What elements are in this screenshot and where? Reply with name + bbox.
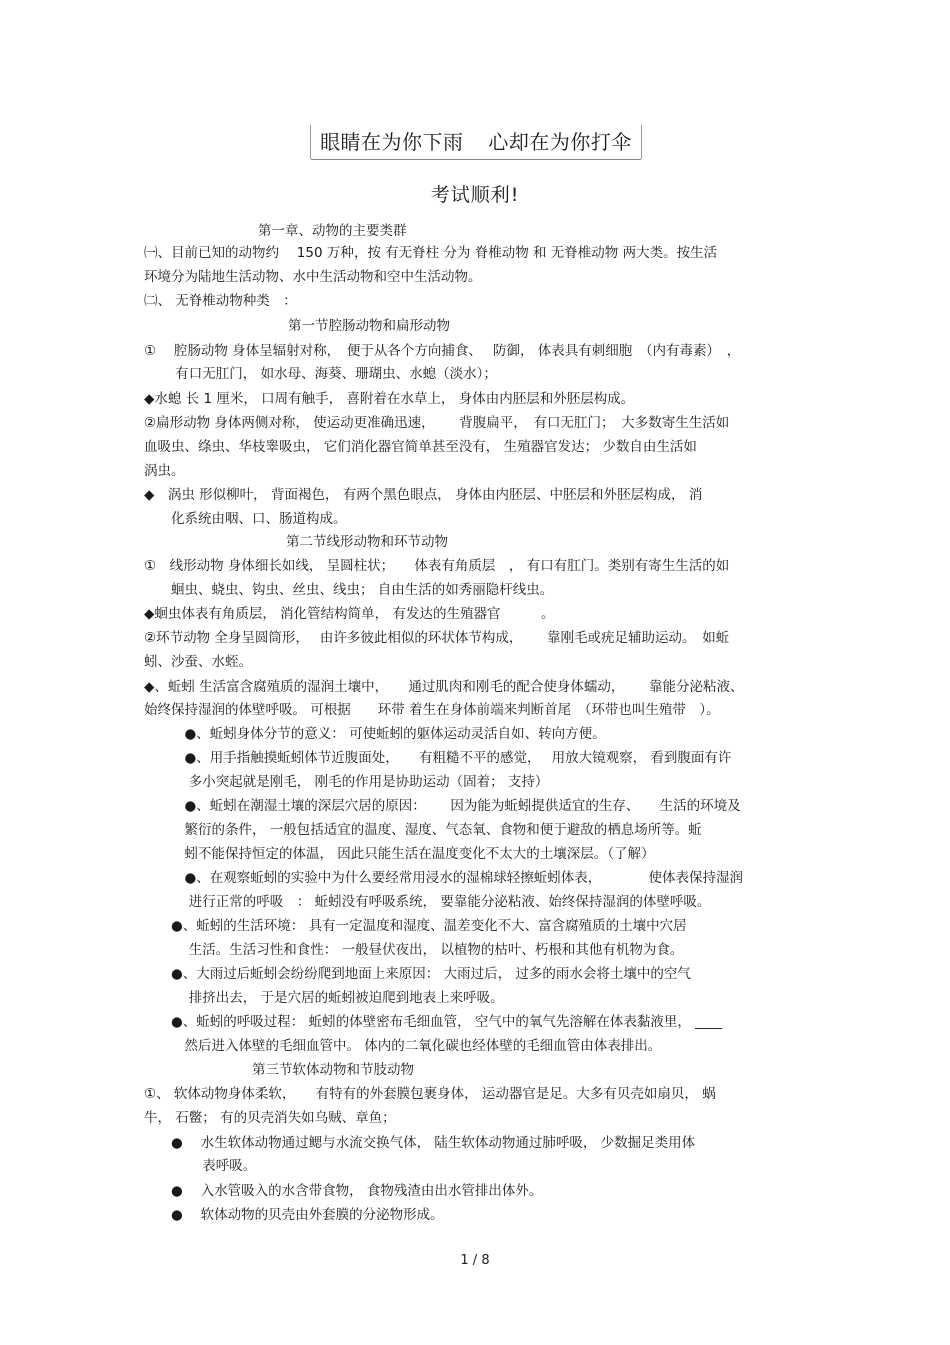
text-line: 蛔虫、蛲虫、钩虫、丝虫、线虫； 自由生活的如秀丽隐杆线虫。: [144, 582, 554, 598]
text-line: 蚓、沙蚕、水蛭。: [144, 654, 252, 670]
text-line: 环境分为陆地生活动物、水中生活动物和空中生活动物。: [144, 269, 482, 285]
text-line: 化系统由咽、口、肠道构成。: [144, 511, 347, 527]
text-line: 进行正常的呼吸 ： 蚯蚓没有呼吸系统， 要靠能分泌粘液、始终保持湿润的体壁呼吸。: [144, 894, 711, 910]
text-line: ●、大雨过后蚯蚓会纷纷爬到地面上来原因： 大雨过后， 过多的雨水会将土壤中的空气: [144, 966, 691, 982]
text-line: 涡虫。: [144, 463, 185, 479]
text-line: 生活。生活习性和食性： 一般昼伏夜出， 以植物的枯叶、朽根和其他有机物为食。: [144, 942, 684, 958]
text-line: ◆、蚯蚓 生活富含腐殖质的湿润土壤中， 通过肌肉和刚毛的配合使身体蠕动， 靠能分泌粘液、: [144, 679, 744, 695]
banner-left-text: 眼睛在为你下雨: [320, 130, 464, 154]
text-line: ●、在观察蚯蚓的实验中为什么要经常用浸水的湿棉球轻擦蚯蚓体表， 使体表保持湿润: [144, 870, 744, 886]
section-title: 第二节线形动物和环节动物: [286, 534, 448, 550]
text-line: 蚓不能保持恒定的体温， 因此只能生活在温度变化不太大的土壤深层。（了解）: [144, 846, 655, 862]
text-line: 排挤出去， 于是穴居的蚯蚓被迫爬到地表上来呼吸。: [144, 990, 504, 1006]
chapter-title: 第一章、动物的主要类群: [258, 223, 407, 239]
text-line: 然后进入体壁的毛细血管中。 体内的二氧化碳也经体壁的毛细血管由体表排出。: [144, 1038, 662, 1054]
text-line: ◆蛔虫体表有角质层， 消化管结构简单， 有发达的生殖器官 。: [144, 606, 555, 622]
text-line: ● 软体动物的贝壳由外套膜的分泌物形成。: [144, 1207, 444, 1223]
text-line: 血吸虫、绦虫、华枝睾吸虫， 它们消化器官简单甚至没有， 生殖器官发达； 少数自由生活如: [144, 439, 697, 455]
text-line: 表呼吸。: [144, 1158, 257, 1174]
banner-underline: [311, 159, 641, 160]
text-line: ◆ 涡虫 形似柳叶， 背面褐色， 有两个黑色眼点， 身体由内胚层、中胚层和外胚层构成， 消: [144, 487, 703, 503]
text-line: 多小突起就是刚毛， 刚毛的作用是协助运动（固着； 支持）: [144, 774, 549, 790]
text-line: ◆水螅 长 1 厘米， 口周有触手， 喜附着在水草上， 身体由内胚层和外胚层构成。: [144, 391, 635, 407]
text-line: ●、蚯蚓的生活环境： 具有一定温度和湿度、温差变化不大、富含腐殖质的土壤中穴居: [144, 918, 687, 934]
text-line: ① 腔肠动物 身体呈辐射对称， 便于从各个方向捕食、 防御， 体表具有刺细胞 （内有毒素） ，: [144, 343, 741, 359]
text-line: ●、蚯蚓身体分节的意义： 可使蚯蚓的躯体运动灵活自如、转向方便。: [144, 726, 606, 742]
text-line: ①、 软体动物身体柔软， 有特有的外套膜包裹身体， 运动器官是足。大多有贝壳如扇贝， 蜗: [144, 1086, 716, 1102]
text-line: ㈠、目前已知的动物约 150 万种，按 有无脊柱 分为 脊椎动物 和 无脊椎动物 两大类。按生活: [144, 245, 718, 261]
text-line: ●、用手指触摸蚯蚓体节近腹面处， 有粗糙不平的感觉， 用放大镜观察， 看到腹面有许: [144, 750, 732, 766]
text-line: ● 水生软体动物通过鳃与水流交换气体， 陆生软体动物通过肺呼吸， 少数掘足类用体: [144, 1135, 696, 1151]
text-line: ● 入水管吸入的水含带食物， 食物残渣由出水管排出体外。: [144, 1183, 543, 1199]
text-line: 始终保持湿润的体壁呼吸。 可根据 环带 着生在身体前端来判断首尾 （环带也叫生殖带 ）。: [144, 702, 720, 718]
text-line: 繁衍的条件， 一般包括适宜的温度、湿度、气态氧、食物和便于避敌的栖息场所等。蚯: [144, 822, 702, 838]
text-line: ㈡、 无脊椎动物种类 ：: [144, 293, 297, 309]
section-title: 第一节腔肠动物和扁形动物: [288, 318, 450, 334]
motto: 考试顺利!: [430, 184, 520, 206]
text-line: ●、蚯蚓在潮湿土壤的深层穴居的原因： 因为能为蚯蚓提供适宜的生存、 生活的环境及: [144, 798, 741, 814]
text-line: 有口无肛门， 如水母、海葵、珊瑚虫、水螅（淡水）；: [144, 366, 497, 382]
text-line: 牛， 石鳖； 有的贝壳消失如乌贼、章鱼；: [144, 1110, 396, 1126]
text-line: ②扁形动物 身体两侧对称， 使运动更准确迅速， 背腹扁平， 有口无肛门； 大多数寄生生活如: [144, 415, 730, 431]
banner: [310, 125, 642, 159]
text-line: ②环节动物 全身呈圆筒形， 由许多彼此相似的环状体节构成， 靠刚毛或疣足辅助运动。 如蚯: [144, 630, 730, 646]
text-line: ●、蚯蚓的呼吸过程： 蚯蚓的体壁密布毛细血管， 空气中的氧气先溶解在体表黏液里， ____: [144, 1014, 723, 1030]
banner-right-text: 心却在为你打伞: [488, 130, 632, 154]
section-title: 第三节软体动物和节肢动物: [252, 1062, 414, 1078]
page-number: 1 / 8: [460, 1253, 490, 1268]
text-line: ① 线形动物 身体细长如线， 呈圆柱状； 体表有角质层 ， 有口有肛门。类别有寄生生活的如: [144, 558, 730, 574]
